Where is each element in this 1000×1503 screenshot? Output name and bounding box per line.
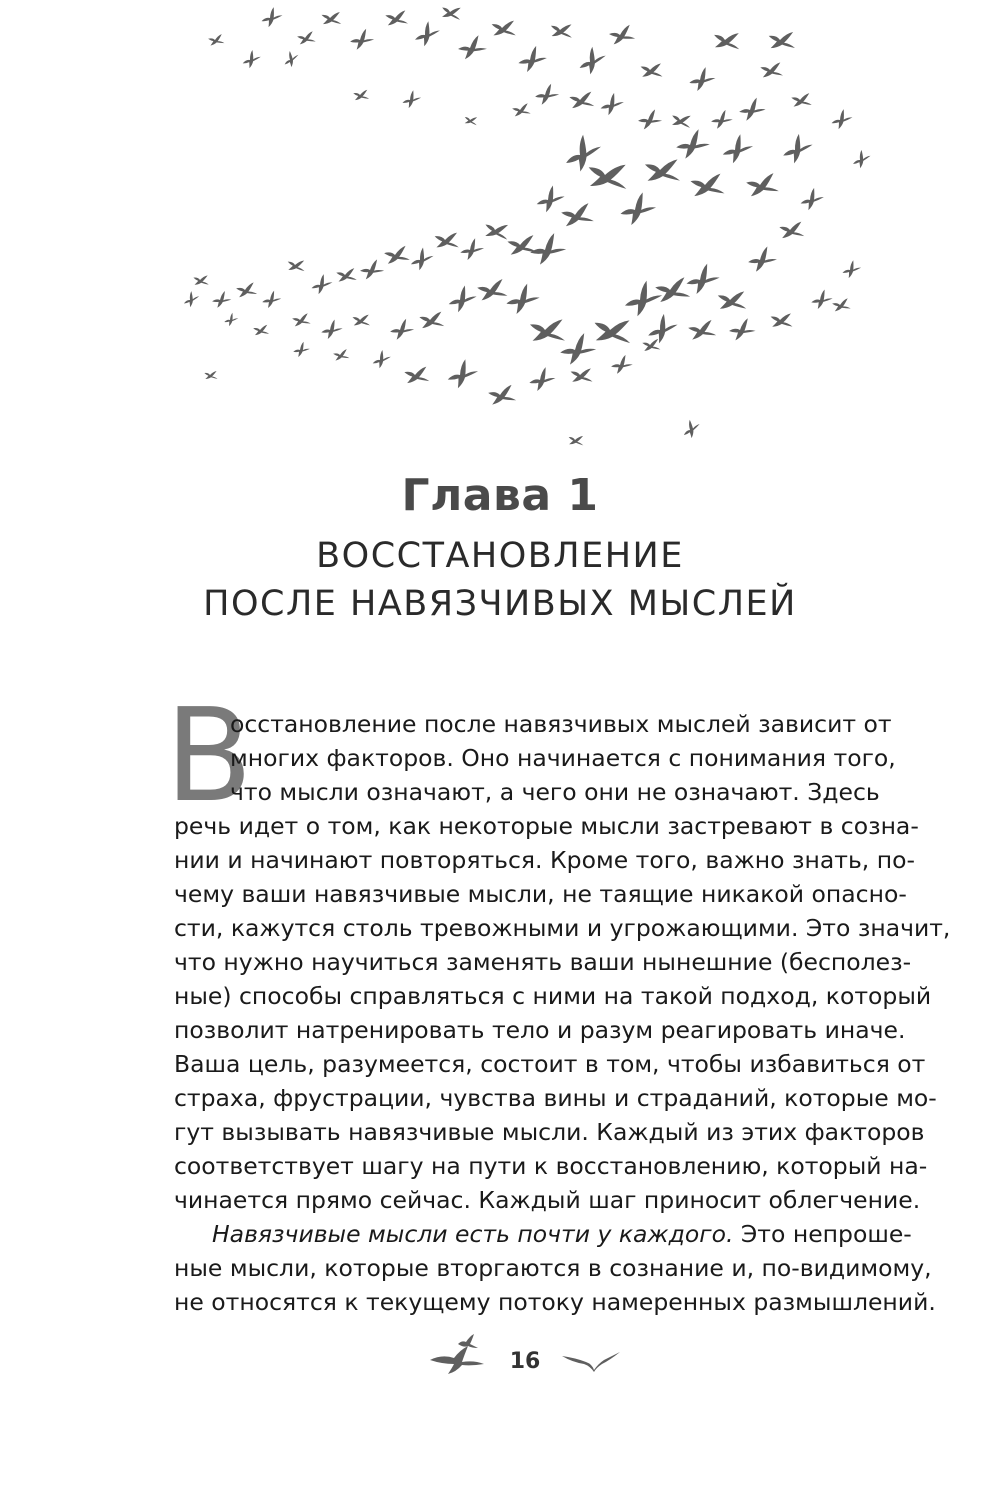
body-line: нии и начинают повторяться. Кроме того, важно знать, по- <box>174 846 915 874</box>
bird-silhouette-icon <box>687 65 718 92</box>
bird-silhouette-icon <box>504 229 541 261</box>
bird-ornament-right-icon <box>562 1350 622 1374</box>
body-line: что нужно научиться заменять ваши нынешние (бесполез- <box>174 948 912 976</box>
paragraph2-first-rest: Это непроше- <box>733 1220 912 1248</box>
bird-ornament-left-icon <box>428 1334 498 1378</box>
bird-silhouette-icon <box>574 43 610 77</box>
body-line: ные) способы справляться с ними на такой подход, который <box>174 982 932 1010</box>
bird-silhouette-icon <box>291 311 313 329</box>
bird-silhouette-icon <box>710 24 746 57</box>
bird-silhouette-icon <box>280 48 301 69</box>
bird-silhouette-icon <box>582 151 636 200</box>
bird-silhouette-icon <box>291 341 311 358</box>
bird-silhouette-icon <box>686 316 718 343</box>
bird-silhouette-icon <box>533 83 560 106</box>
bird-silhouette-icon <box>617 190 659 227</box>
page-number: 16 <box>509 1349 541 1374</box>
bird-silhouette-icon <box>528 232 568 266</box>
bird-silhouette-icon <box>252 321 272 338</box>
bird-silhouette-icon <box>619 277 665 319</box>
bird-silhouette-icon <box>566 431 587 450</box>
bird-silhouette-icon <box>778 131 817 167</box>
bird-silhouette-icon <box>445 283 480 314</box>
bird-silhouette-icon <box>728 318 756 341</box>
chapter-title-line-1: ВОССТАНОВЛЕНИЕ <box>316 536 684 576</box>
bird-silhouette-icon <box>828 107 854 130</box>
bird-silhouette-icon <box>369 348 393 370</box>
bird-silhouette-icon <box>239 48 263 70</box>
bird-silhouette-icon <box>640 149 686 191</box>
bird-silhouette-icon <box>515 44 549 73</box>
bird-silhouette-icon <box>668 108 695 134</box>
bird-silhouette-icon <box>746 245 778 272</box>
bird-silhouette-icon <box>388 318 415 341</box>
bird-silhouette-icon <box>382 242 412 267</box>
bird-silhouette-icon <box>488 14 520 43</box>
drop-cap: В <box>165 682 253 831</box>
bird-silhouette-icon <box>597 91 626 117</box>
chapter-title-line-2: ПОСЛЕ НАВЯЗЧИВЫХ МЫСЛЕЙ <box>203 584 797 624</box>
bird-silhouette-icon <box>718 132 756 166</box>
bird-silhouette-icon <box>462 112 480 129</box>
bird-silhouette-icon <box>714 283 752 317</box>
body-line: Ваша цель, разумеется, состоит в том, чтобы избавиться от <box>174 1050 926 1078</box>
bird-silhouette-icon <box>849 147 873 170</box>
bird-silhouette-icon <box>687 167 729 204</box>
bird-silhouette-icon <box>777 217 808 244</box>
bird-silhouette-icon <box>475 275 510 305</box>
bird-silhouette-icon <box>222 311 239 327</box>
body-line: чему ваши навязчивые мысли, не таящие никакой опасно- <box>174 880 907 908</box>
bird-silhouette-icon <box>308 272 334 295</box>
bird-silhouette-icon <box>809 288 834 310</box>
bird-silhouette-icon <box>610 354 634 375</box>
body-line: осстановление после навязчивых мыслей зависит от <box>230 710 892 738</box>
bird-silhouette-icon <box>258 5 284 28</box>
bird-silhouette-icon <box>352 86 372 103</box>
body-line: позволит натренировать тело и разум реагировать иначе. <box>174 1016 906 1044</box>
bird-silhouette-icon <box>417 307 448 334</box>
body-line: страха, фрустрации, чувства вины и страданий, которые мо- <box>174 1084 937 1112</box>
bird-silhouette-icon <box>558 130 606 176</box>
bird-silhouette-icon <box>359 259 385 280</box>
bird-silhouette-icon <box>679 417 703 441</box>
bird-silhouette-icon <box>383 6 411 31</box>
bird-silhouette-icon <box>486 381 518 408</box>
body-line: речь идет о том, как некоторые мысли застревают в созна- <box>174 812 919 840</box>
italic-lead: Навязчивые мысли есть почти у каждого. <box>212 1220 734 1248</box>
bird-silhouette-icon <box>765 25 800 56</box>
bird-silhouette-icon <box>203 367 220 383</box>
flock-of-birds-illustration <box>0 0 1000 460</box>
body-line: что мысли означают, а чего они не означают. Здесь <box>230 778 880 806</box>
bird-silhouette-icon <box>400 89 423 110</box>
bird-silhouette-icon <box>458 237 486 262</box>
bird-silhouette-icon <box>334 264 359 286</box>
bird-silhouette-icon <box>350 310 373 331</box>
bird-silhouette-icon <box>207 32 226 48</box>
bird-silhouette-icon <box>319 6 345 29</box>
bird-silhouette-icon <box>438 0 465 25</box>
bird-silhouette-icon <box>637 109 663 130</box>
paragraph2-first-line <box>212 1217 912 1251</box>
bird-silhouette-icon <box>348 28 375 51</box>
bird-silhouette-icon <box>608 23 636 46</box>
bird-silhouette-icon <box>683 261 722 295</box>
bird-silhouette-icon <box>643 311 682 347</box>
bird-silhouette-icon <box>797 186 826 212</box>
bird-silhouette-icon <box>789 89 814 111</box>
body-line: не относятся к текущему потоку намеренных размышлений. <box>174 1288 936 1316</box>
bird-silhouette-icon <box>191 271 211 289</box>
bird-silhouette-icon <box>527 365 558 392</box>
bird-silhouette-icon <box>558 332 598 366</box>
bird-silhouette-icon <box>285 254 309 276</box>
body-line: соответствует шагу на пути к восстановлению, который на- <box>174 1152 928 1180</box>
bird-silhouette-icon <box>235 280 259 301</box>
bird-silhouette-icon <box>443 357 481 391</box>
bird-silhouette-icon <box>840 259 863 280</box>
bird-silhouette-icon <box>768 307 797 333</box>
bird-silhouette-icon <box>674 128 712 160</box>
bird-silhouette-icon <box>260 289 282 309</box>
body-line: сти, кажутся столь тревожными и угрожающими. Это значит, <box>174 914 951 942</box>
bird-silhouette-icon <box>332 347 351 363</box>
bird-silhouette-icon <box>211 290 233 308</box>
bird-silhouette-icon <box>567 87 598 114</box>
body-line: чинается прямо сейчас. Каждый шаг приносит облегчение. <box>174 1186 921 1214</box>
bird-silhouette-icon <box>525 309 571 351</box>
bird-silhouette-icon <box>533 183 568 214</box>
bird-silhouette-icon <box>831 296 853 314</box>
bird-silhouette-icon <box>588 307 639 354</box>
bird-silhouette-icon <box>503 281 542 315</box>
body-line: ные мысли, которые вторгаются в сознание и, по-видимому, <box>174 1254 932 1282</box>
bird-silhouette-icon <box>180 289 201 309</box>
bird-silhouette-icon <box>410 19 443 49</box>
bird-silhouette-icon <box>402 362 433 389</box>
bird-silhouette-icon <box>407 245 437 272</box>
bird-silhouette-icon <box>737 96 767 121</box>
bird-silhouette-icon <box>758 58 786 83</box>
bird-silhouette-icon <box>638 57 667 83</box>
bird-silhouette-icon <box>319 318 344 340</box>
bird-silhouette-icon <box>547 17 577 44</box>
body-line: многих факторов. Оно начинается с понимания того, <box>230 744 896 772</box>
bird-silhouette-icon <box>511 101 533 119</box>
bird-silhouette-icon <box>653 273 693 307</box>
bird-silhouette-icon <box>568 362 597 388</box>
chapter-label: Глава 1 <box>401 470 599 521</box>
body-line: гут вызывать навязчивые мысли. Каждый из этих факторов <box>174 1118 925 1146</box>
bird-silhouette-icon <box>744 169 782 201</box>
bird-silhouette-icon <box>296 29 318 47</box>
bird-silhouette-icon <box>559 199 597 231</box>
bird-silhouette-icon <box>710 109 734 130</box>
bird-silhouette-icon <box>457 35 488 60</box>
bird-silhouette-icon <box>431 226 463 255</box>
